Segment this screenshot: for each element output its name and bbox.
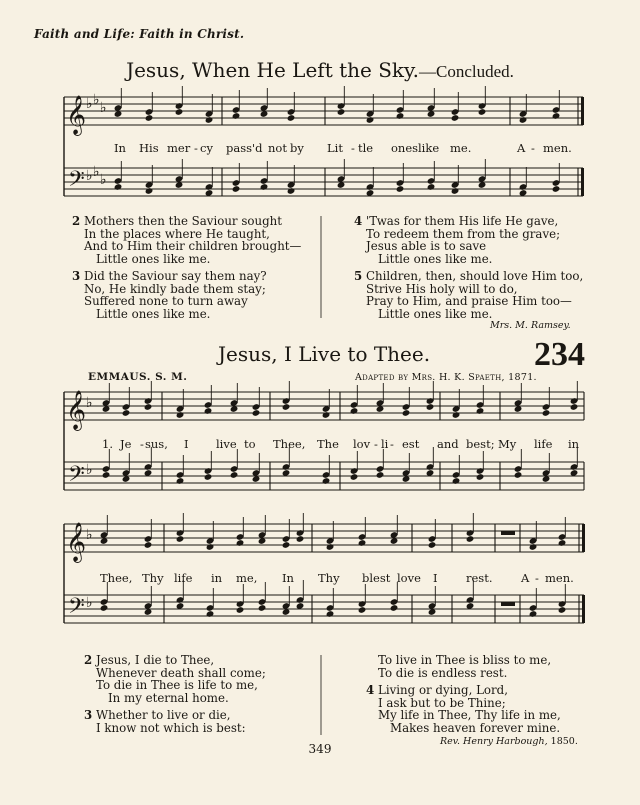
lyric-syllable: Lit (327, 141, 343, 155)
treble-clef: 𝄞 (66, 390, 87, 430)
note-head (260, 183, 269, 191)
note-head (282, 403, 291, 411)
note-head (529, 543, 538, 551)
hymn2-verse-3-cont: To live in Thee is bliss to me, To die is endless rest. (378, 653, 552, 680)
note-head (175, 108, 184, 116)
hymn1-author: Mrs. M. Ramsey. (490, 320, 571, 331)
hymn1-verse-3: 3 Did the Saviour say them nay? No, He kindly bade them stay; Suffered none to turn away Little ones like me. (72, 269, 267, 321)
bass-clef: 𝄢 (68, 594, 85, 624)
note-head (552, 112, 561, 120)
lyric-syllable: His (139, 141, 159, 155)
note-head (476, 407, 485, 415)
note-head (390, 604, 399, 612)
treble-clef: 𝄞 (66, 522, 87, 562)
hymn2-author: Rev. Henry Harbough, 1850. (440, 736, 578, 747)
lyric-syllable: A (521, 571, 530, 585)
note-head (358, 539, 367, 547)
note-head (206, 543, 215, 551)
key-signature: ♭ (86, 527, 93, 543)
hymn2-title: Jesus, I Live to Thee. (218, 342, 431, 366)
lyric-syllable: I (433, 571, 438, 585)
lyric-syllable: - (140, 437, 144, 451)
lyric-syllable: blest (362, 571, 391, 585)
note-head (366, 116, 375, 124)
lyric-syllable: ones (391, 141, 419, 155)
note-head (232, 185, 241, 193)
lyric-syllable: live (216, 437, 237, 451)
lyric-syllable: I (184, 437, 189, 451)
hymn2-verse-3: 3 Whether to live or die, I know not which is best: (84, 708, 246, 735)
lyric-syllable: rest. (466, 571, 493, 585)
bass-clef: 𝄢 (68, 462, 85, 492)
note-head (236, 539, 245, 547)
lyric-syllable: in (211, 571, 223, 585)
note-head (322, 411, 331, 419)
lyric-syllable: not (268, 141, 287, 155)
whole-rest (501, 531, 515, 535)
lyric-syllable: men. (543, 141, 572, 155)
hymn-number: 234 (534, 336, 585, 373)
lyric-syllable: me. (450, 141, 472, 155)
hymn1-verse-2: 2 Mothers then the Saviour sought In the places where He taught, And to Him their children brought— Little ones like me. (72, 214, 302, 266)
bass-clef: 𝄢 (68, 167, 85, 197)
note-head (476, 473, 485, 481)
lyric-syllable: life (174, 571, 193, 585)
lyric-syllable: - (194, 141, 198, 155)
note-head (144, 403, 153, 411)
note-head (176, 411, 185, 419)
note-head (282, 541, 291, 549)
note-head (100, 604, 109, 612)
lyric-syllable: sus, (145, 437, 168, 451)
note-head (176, 477, 185, 485)
lyric-syllable: Thy (318, 571, 340, 585)
note-head (570, 403, 579, 411)
lyric-syllable: Je (120, 437, 132, 451)
lyric-syllable: - (531, 141, 535, 155)
hymn1-title-suffix: —Concluded. (419, 62, 514, 81)
key-signature: ♭ (86, 96, 93, 112)
lyric-syllable: men. (545, 571, 574, 585)
note-head (396, 185, 405, 193)
note-head (230, 471, 239, 479)
note-head (206, 610, 215, 618)
note-head (205, 116, 214, 124)
note-head (232, 112, 241, 120)
final-barline-thick (581, 97, 584, 125)
key-signature: ♭ (100, 100, 107, 116)
lyric-syllable: like (418, 141, 440, 155)
note-head (427, 183, 436, 191)
final-barline-thick (581, 168, 584, 196)
page-number: 349 (308, 742, 332, 756)
note-head (552, 185, 561, 193)
hymn1-verse-5: 5 Children, then, should love Him too, Strive His holy will to do, Pray to Him, and praise Him too— Little ones like me. (354, 269, 584, 321)
note-head (396, 112, 405, 120)
note-head (287, 114, 296, 122)
lyric-syllable: - (535, 571, 539, 585)
key-signature: ♭ (100, 172, 107, 188)
hymn2-verse-4: 4 Living or dying, Lord, I ask but to be Thine; My life in Thee, Thy life in me, Makes heaven forever mine. (366, 683, 561, 735)
lyric-syllable: cy (200, 141, 213, 155)
note-head (452, 477, 461, 485)
lyric-syllable: - (390, 437, 394, 451)
note-head (350, 407, 359, 415)
arranger-credit: Adapted by Mrs. H. K. Spaeth, 1871. (355, 372, 537, 383)
note-head (145, 187, 154, 195)
note-head (204, 473, 213, 481)
lyric-syllable: Thee, (273, 437, 306, 451)
lyric-syllable: A (517, 141, 526, 155)
note-head (478, 108, 487, 116)
key-signature: ♭ (86, 395, 93, 411)
note-head (287, 187, 296, 195)
whole-rest (501, 602, 515, 606)
lyric-syllable: to (244, 437, 256, 451)
lyric-syllable: The (317, 437, 339, 451)
note-head (402, 409, 411, 417)
note-head (558, 539, 567, 547)
hymn1-verse-4: 4 'Twas for them His life He gave, To redeem them from the grave; Jesus able is to save Little ones like me. (354, 214, 561, 266)
note-head (428, 541, 437, 549)
note-head (451, 114, 460, 122)
key-signature: ♭ (93, 92, 100, 108)
note-head (519, 116, 528, 124)
note-head (326, 610, 335, 618)
note-head (376, 471, 385, 479)
hymn1-title-main: Jesus, When He Left the Sky. (126, 58, 420, 82)
lyric-syllable: - (351, 141, 355, 155)
key-signature: ♭ (86, 595, 93, 611)
note-head (176, 535, 185, 543)
note-head (326, 543, 335, 551)
key-signature: ♭ (86, 462, 93, 478)
note-head (337, 108, 346, 116)
hymn2-verse-2: 2 Jesus, I die to Thee, Whenever death shall come; To die in Thee is life to me, In my eternal home. (84, 653, 266, 705)
lyric-syllable: li (381, 437, 389, 451)
note-head (451, 187, 460, 195)
note-head (252, 409, 261, 417)
tune-name: EMMAUS. S. M. (88, 371, 188, 383)
lyric-syllable: In (114, 141, 126, 155)
final-barline-thick (582, 524, 585, 552)
note-head (204, 407, 213, 415)
lyric-syllable: In (282, 571, 294, 585)
note-head (322, 477, 331, 485)
note-head (466, 535, 475, 543)
lyric-syllable: mer (167, 141, 191, 155)
note-head (102, 471, 111, 479)
lyric-syllable: by (290, 141, 304, 155)
note-head (145, 114, 154, 122)
note-head (236, 606, 245, 614)
lyric-syllable: est (402, 437, 420, 451)
note-head (558, 606, 567, 614)
lyric-syllable: Thee, (100, 571, 133, 585)
lyric-syllable: love (397, 571, 421, 585)
lyric-syllable: me, (236, 571, 258, 585)
note-head (452, 411, 461, 419)
note-head (350, 473, 359, 481)
note-head (114, 183, 123, 191)
lyric-syllable: lov (353, 437, 371, 451)
lyric-syllable: best; (466, 437, 495, 451)
lyric-syllable: pass'd (226, 141, 263, 155)
final-barline-thick (582, 595, 585, 623)
note-head (144, 541, 153, 549)
treble-clef: 𝄞 (66, 95, 87, 135)
note-head (426, 403, 435, 411)
lyric-syllable: - (374, 437, 378, 451)
lyric-syllable: My (498, 437, 517, 451)
note-head (514, 471, 523, 479)
note-head (529, 610, 538, 618)
lyric-syllable: in (568, 437, 580, 451)
lyric-syllable: and (437, 437, 459, 451)
note-head (358, 606, 367, 614)
lyric-syllable: life (534, 437, 553, 451)
note-head (542, 409, 551, 417)
note-head (296, 535, 305, 543)
key-signature: ♭ (93, 164, 100, 180)
note-head (258, 604, 267, 612)
lyric-syllable: 1. (102, 437, 113, 451)
lyric-syllable: tle (358, 141, 374, 155)
lyric-syllable: Thy (142, 571, 164, 585)
key-signature: ♭ (86, 168, 93, 184)
note-head (122, 409, 131, 417)
running-head: Faith and Life: Faith in Christ. (34, 27, 245, 41)
